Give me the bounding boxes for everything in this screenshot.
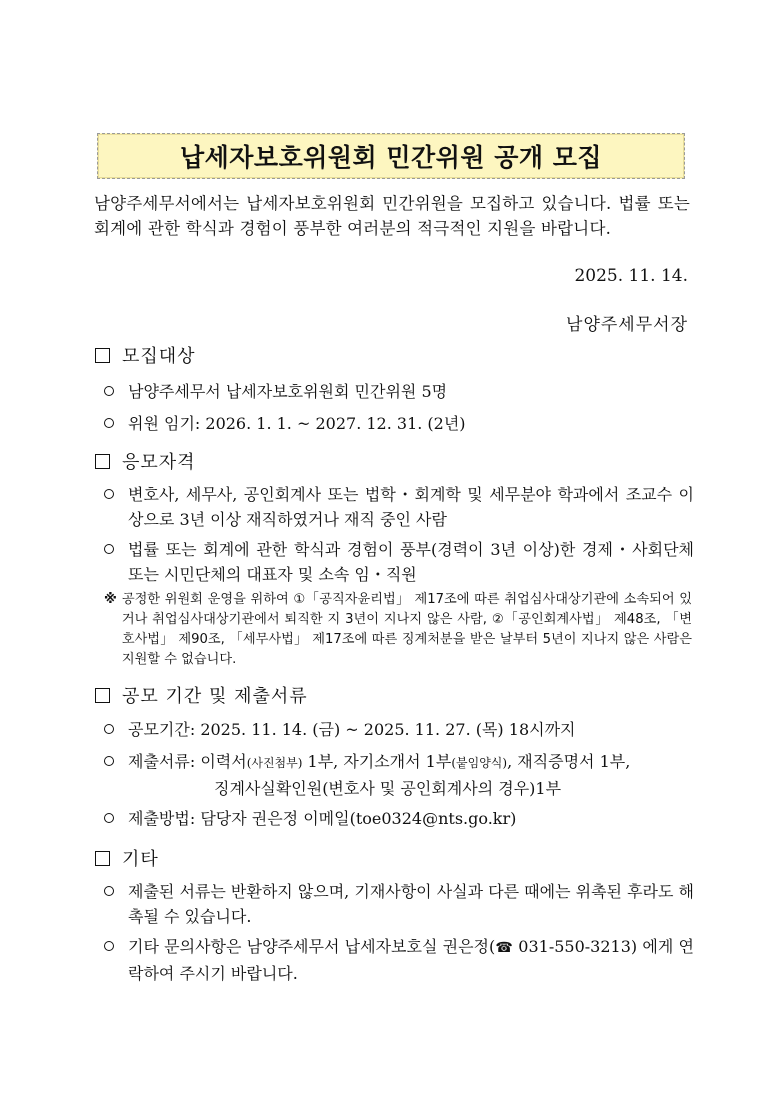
list-item: 변호사, 세무사, 공인회계사 또는 법학・회계학 및 세무분야 학과에서 조교수 이상으로 3년 이상 재직하였거나 재직 중인 사람	[104, 482, 694, 532]
phone-icon: ☎	[495, 940, 514, 956]
square-bullet-icon	[95, 348, 110, 363]
issue-date: 2025. 11. 14.	[574, 266, 688, 286]
method-label: 제출방법:	[128, 809, 196, 828]
list-item: 법률 또는 회계에 관한 학식과 경험이 풍부(경력이 3년 이상)한 경제・사회단체 또는 시민단체의 대표자 및 소속 임・직원	[104, 537, 694, 587]
section-qualification-heading	[95, 448, 196, 474]
intro-paragraph: 남양주세무서에서는 납세자보호위원회 민간위원을 모집하고 있습니다. 법률 또는 회계에 관한 학식과 경험이 풍부한 여러분의 적극적인 지원을 바랍니다.	[94, 194, 690, 238]
docs-part2: , 재직증명서 1부,	[507, 752, 631, 771]
period-label: 공모기간:	[128, 720, 196, 739]
square-bullet-icon	[95, 454, 110, 469]
docs-line2: 징계사실확인원(변호사 및 공인회계사의 경우)1부	[214, 779, 562, 798]
period-value: 2025. 11. 14. (금) ~ 2025. 11. 27. (목) 18시까지	[200, 720, 576, 739]
docs-label: 제출서류:	[128, 752, 196, 771]
title-banner	[97, 133, 685, 179]
circle-bullet-icon	[104, 386, 114, 396]
docs-intro-note: (붙임양식)	[451, 756, 508, 770]
page-title: 납세자보호위원회 민간위원 공개 모집	[179, 143, 602, 172]
docs-resume-note: (사진첨부)	[246, 756, 303, 770]
list-item: 제출된 서류는 반환하지 않으며, 기재사항이 사실과 다른 때에는 위촉된 후라도 해촉될 수 있습니다.	[104, 879, 694, 929]
docs-part1: 1부, 자기소개서 1부	[302, 752, 452, 771]
circle-bullet-icon	[104, 418, 114, 428]
eligibility-note: ※ 공정한 위원회 운영을 위하여 ①「공직자윤리법」 제17조에 따른 취업심사대상기관에 소속되어 있거나 취업심사대상기관에서 퇴직한 지 3년이 지나지 않은 사람, ②「공인회계사법」 제48조, 「변호사법」 제90조, 「세무사법」 제17조에 따른 징계처분을 받은 날부터 5년이 지나지 않은 사람은 지원할 수 없습니다.	[104, 590, 692, 670]
reference-mark: ※	[104, 592, 117, 607]
square-bullet-icon	[95, 688, 110, 703]
list-item: 위원 임기: 2026. 1. 1. ~ 2027. 12. 31. (2년)	[104, 411, 694, 436]
contact-phone: 031-550-3213)	[513, 937, 638, 956]
square-bullet-icon	[95, 851, 110, 866]
section-other-heading	[95, 845, 159, 871]
circle-bullet-icon	[104, 813, 114, 823]
method-value: 담당자 권은정 이메일(toe0324@nts.go.kr)	[200, 809, 517, 828]
section-heading-text: 공모 기간 및 제출서류	[122, 686, 308, 707]
circle-bullet-icon	[104, 756, 114, 766]
circle-bullet-icon	[104, 886, 114, 896]
circle-bullet-icon	[104, 724, 114, 734]
section-heading-text: 기타	[122, 849, 159, 870]
circle-bullet-icon	[104, 941, 114, 951]
circle-bullet-icon	[104, 544, 114, 554]
list-item: 남양주세무서 납세자보호위원회 민간위원 5명	[104, 379, 694, 404]
section-period-heading	[95, 682, 308, 708]
circle-bullet-icon	[104, 489, 114, 499]
signer: 남양주세무서장	[566, 315, 688, 335]
section-heading-text: 모집대상	[122, 346, 196, 367]
list-item	[104, 806, 694, 831]
list-item	[104, 749, 694, 801]
docs-resume: 이력서	[200, 752, 247, 771]
section-heading-text: 응모자격	[122, 452, 196, 473]
section-recruit-heading	[95, 342, 196, 368]
list-item: 기타 문의사항은 남양주세무서 납세자보호실 권은정(☎ 031-550-3213) 에게 연락하여 주시기 바랍니다.	[104, 934, 694, 986]
list-item	[104, 717, 694, 742]
